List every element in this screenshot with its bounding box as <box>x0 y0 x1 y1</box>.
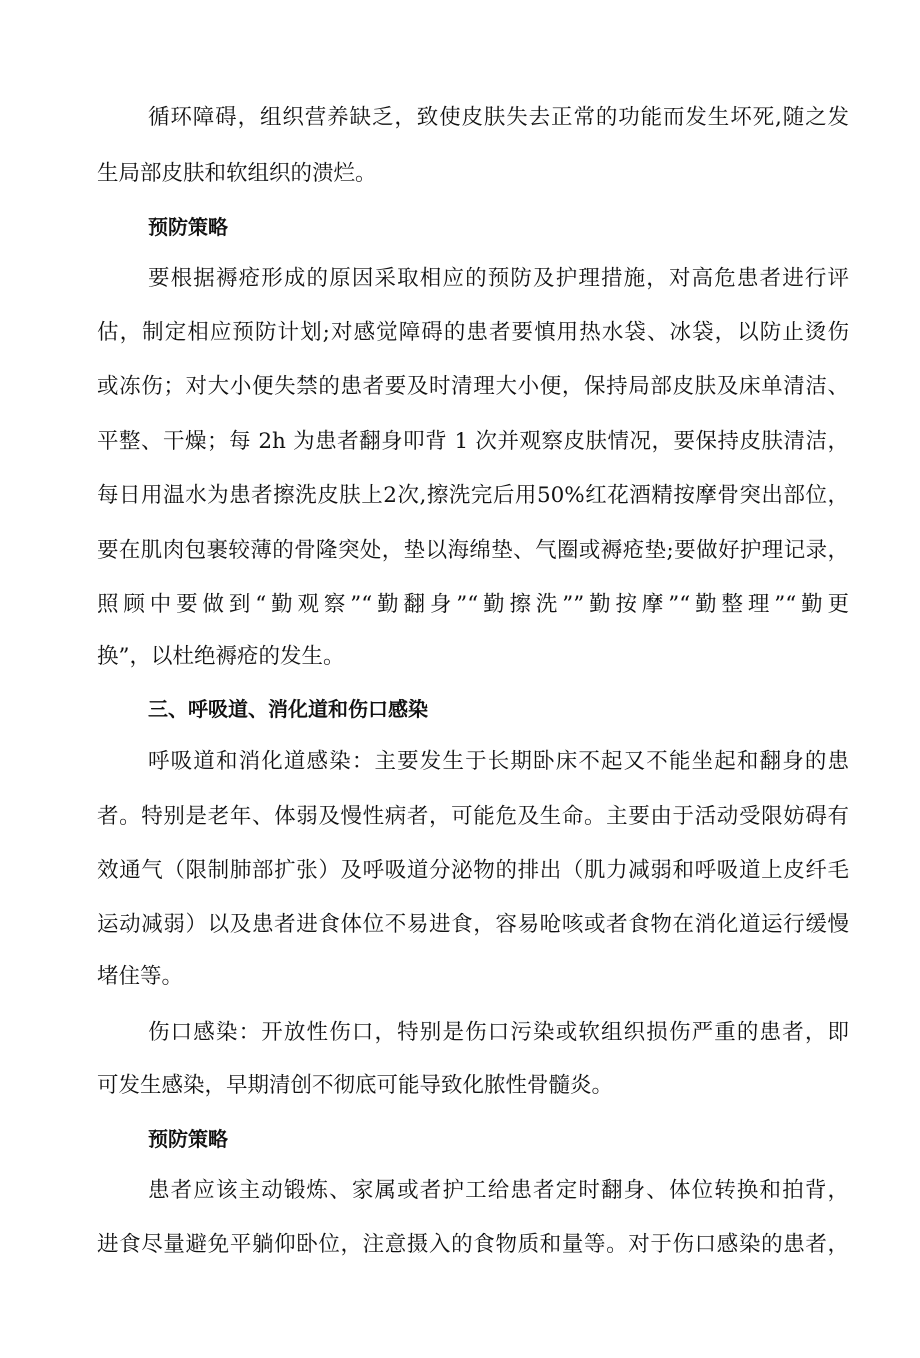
section-heading-prevention: 预防策略 <box>148 215 228 239</box>
paragraph-line: 效通气（限制肺部扩张）及呼吸道分泌物的排出（肌力减弱和呼吸道上皮纤毛 <box>97 858 849 883</box>
paragraph-line: 生局部皮肤和软组织的溃烂。 <box>97 161 377 186</box>
paragraph-line: 运动减弱）以及患者进食体位不易进食，容易呛咳或者食物在消化道运行缓慢 <box>97 912 849 937</box>
paragraph-line: 伤口感染：开放性伤口，特别是伤口污染或软组织损伤严重的患者，即 <box>148 1020 849 1045</box>
paragraph-line: 要根据褥疮形成的原因采取相应的预防及护理措施，对高危患者进行评 <box>148 266 849 291</box>
paragraph-line: 每日用温水为患者擦洗皮肤上2次,擦洗完后用50%红花酒精按摩骨突出部位， <box>97 483 849 508</box>
paragraph-line: 呼吸道和消化道感染：主要发生于长期卧床不起又不能坐起和翻身的患 <box>148 749 849 774</box>
paragraph-line: 进食尽量避免平躺仰卧位，注意摄入的食物质和量等。对于伤口感染的患者， <box>97 1232 849 1257</box>
paragraph-line: 要在肌肉包裹较薄的骨隆突处，垫以海绵垫、气圈或褥疮垫;要做好护理记录， <box>97 538 849 563</box>
paragraph-line: 可发生感染，早期清创不彻底可能导致化脓性骨髓炎。 <box>97 1073 614 1098</box>
paragraph-line: 循环障碍，组织营养缺乏，致使皮肤失去正常的功能而发生坏死,随之发 <box>148 105 849 130</box>
paragraph-line: 估，制定相应预防计划;对感觉障碍的患者要慎用热水袋、冰袋，以防止烫伤 <box>97 320 849 345</box>
section-heading-prevention: 预防策略 <box>148 1127 228 1151</box>
paragraph-line: 堵住等。 <box>97 964 184 989</box>
paragraph-line: 换”，以杜绝褥疮的发生。 <box>97 644 345 669</box>
paragraph-line: 患者应该主动锻炼、家属或者护工给患者定时翻身、体位转换和拍背， <box>148 1178 849 1203</box>
section-heading-infection: 三、呼吸道、消化道和伤口感染 <box>148 697 428 721</box>
paragraph-line: 或冻伤；对大小便失禁的患者要及时清理大小便，保持局部皮肤及床单清洁、 <box>97 374 849 399</box>
paragraph-line: 照顾中要做到“勤观察”“勤翻身”“勤擦洗””勤按摩”“勤整理”“勤更 <box>97 592 849 617</box>
paragraph-line: 平整、干燥；每 2h 为患者翻身叩背 1 次并观察皮肤情况，要保持皮肤清洁， <box>97 429 849 454</box>
paragraph-line: 者。特别是老年、体弱及慢性病者，可能危及生命。主要由于活动受限妨碍有 <box>97 804 849 829</box>
